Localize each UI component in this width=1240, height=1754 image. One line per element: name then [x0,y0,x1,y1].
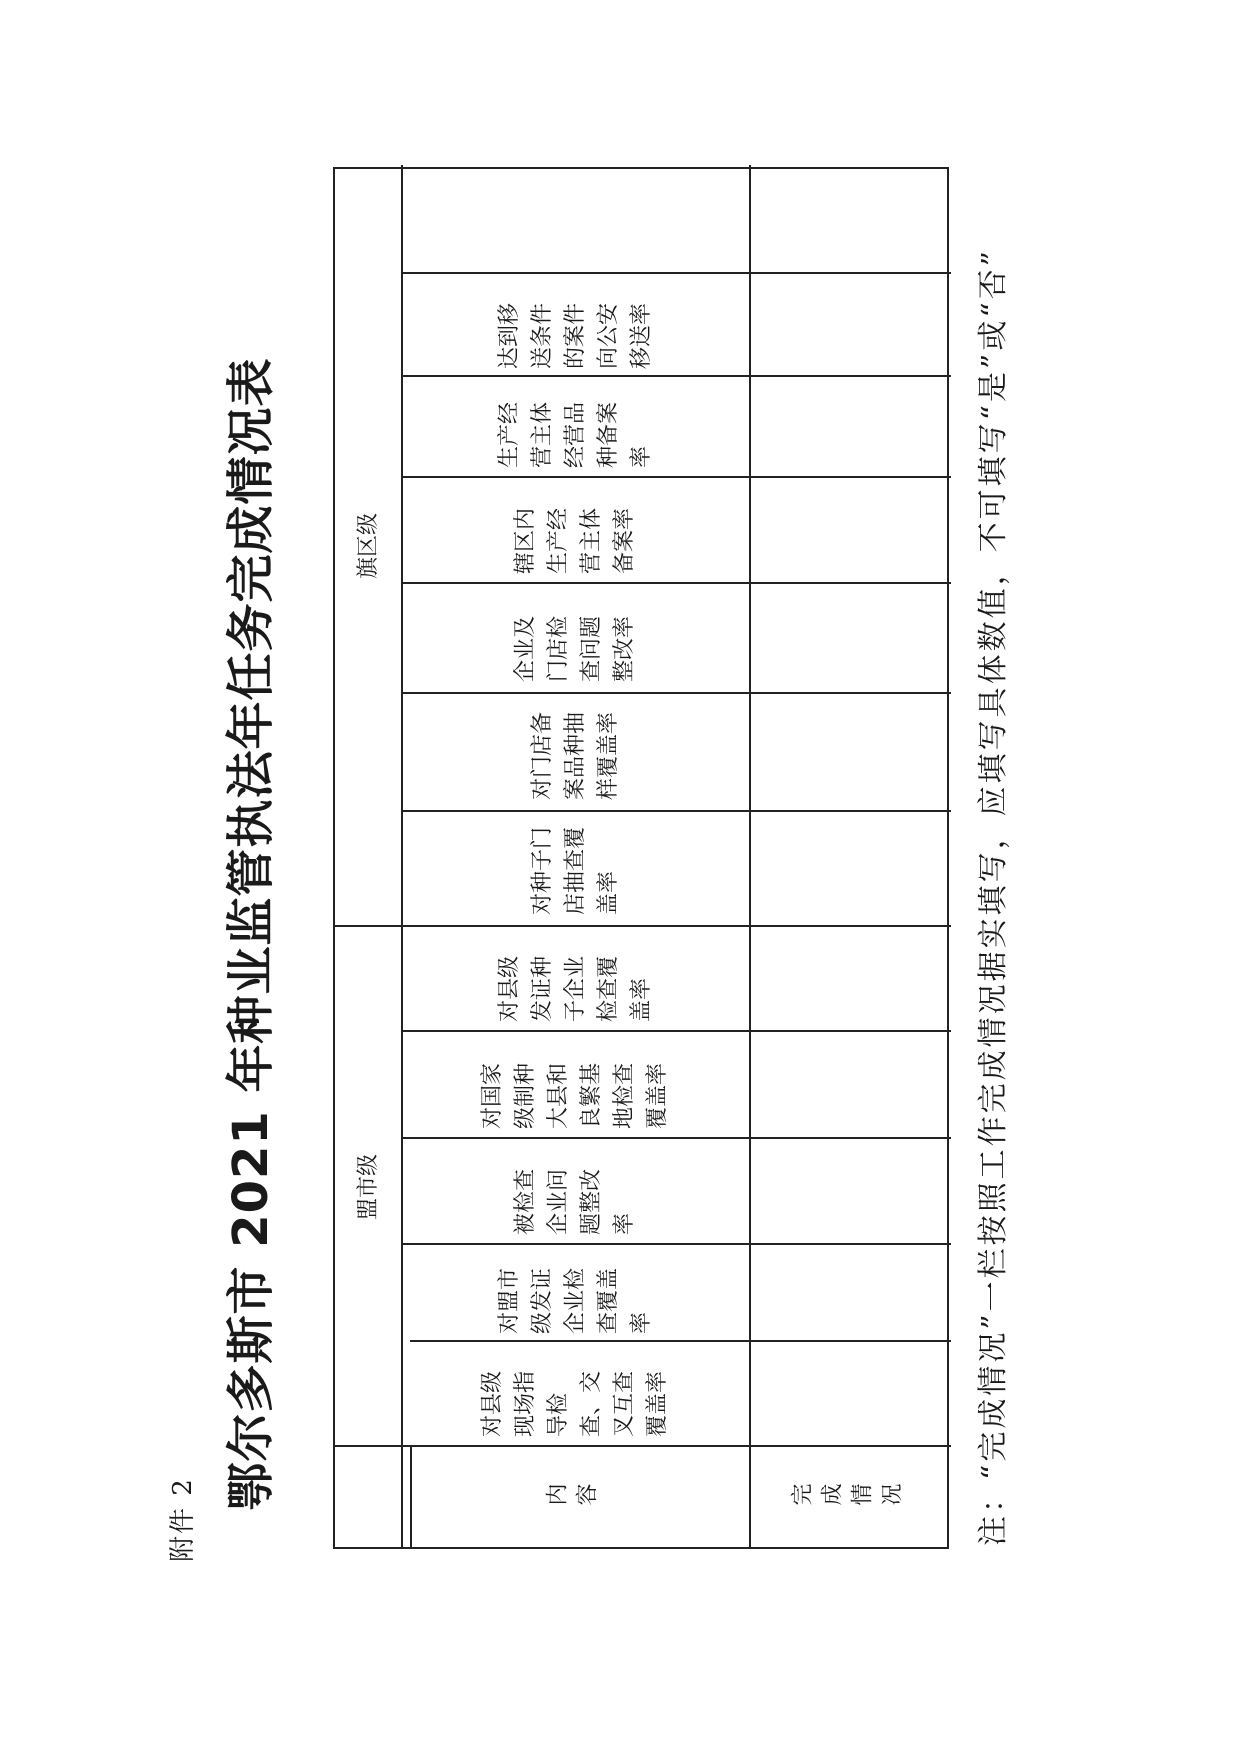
status-cell[interactable] [749,1245,951,1342]
column-header: 对国家级制种大县和良繁基地检查覆盖率 [480,1062,670,1129]
column-header: 企业及门店检查问题整改率 [513,615,637,682]
column-header: 对门店备案品种抽样覆盖率 [529,711,621,800]
column-header: 生产经营主体经营品种备案率 [496,401,654,468]
status-cell[interactable] [749,1139,951,1245]
column-header: 对县级发证种子企业检查覆盖率 [496,955,654,1022]
page-title: 鄂尔多斯市 2021 年种业监管执法年任务完成情况表 [223,357,279,1511]
column-header: 对盟市级发证企业检查覆盖率 [496,1267,654,1334]
group-header-league-city: 盟市级 [355,1154,381,1221]
status-cell[interactable] [749,274,951,377]
column-header: 对县级现场指导检查、交叉互查覆盖率 [480,1370,670,1437]
status-cell[interactable] [749,1342,951,1447]
status-cell[interactable] [749,377,951,478]
status-cell[interactable] [749,478,951,584]
row-header-status: 完成情况 [790,1484,910,1509]
task-table [333,167,949,1549]
attachment-label: 附件 2 [168,1477,198,1562]
group-header-banner-district: 旗区级 [355,513,381,580]
column-header: 辖区内生产经营主体备案率 [513,507,637,574]
row-header-content: 内容 [545,1484,605,1509]
status-cell[interactable] [749,1032,951,1139]
status-cell[interactable] [749,584,951,694]
column-header: 对种子门店抽查覆盖率 [529,826,621,915]
status-cell[interactable] [749,812,951,927]
status-cell[interactable] [749,694,951,812]
status-cell[interactable] [749,927,951,1032]
column-header: 被检查企业问题整改率 [513,1168,637,1235]
column-header: 达到移送条件的案件向公安移送率 [496,302,654,369]
footnote: 注：“完成情况”一栏按照工作完成情况据实填写，应填写具体数值，不可填写“是”或“否” [976,247,1011,1546]
